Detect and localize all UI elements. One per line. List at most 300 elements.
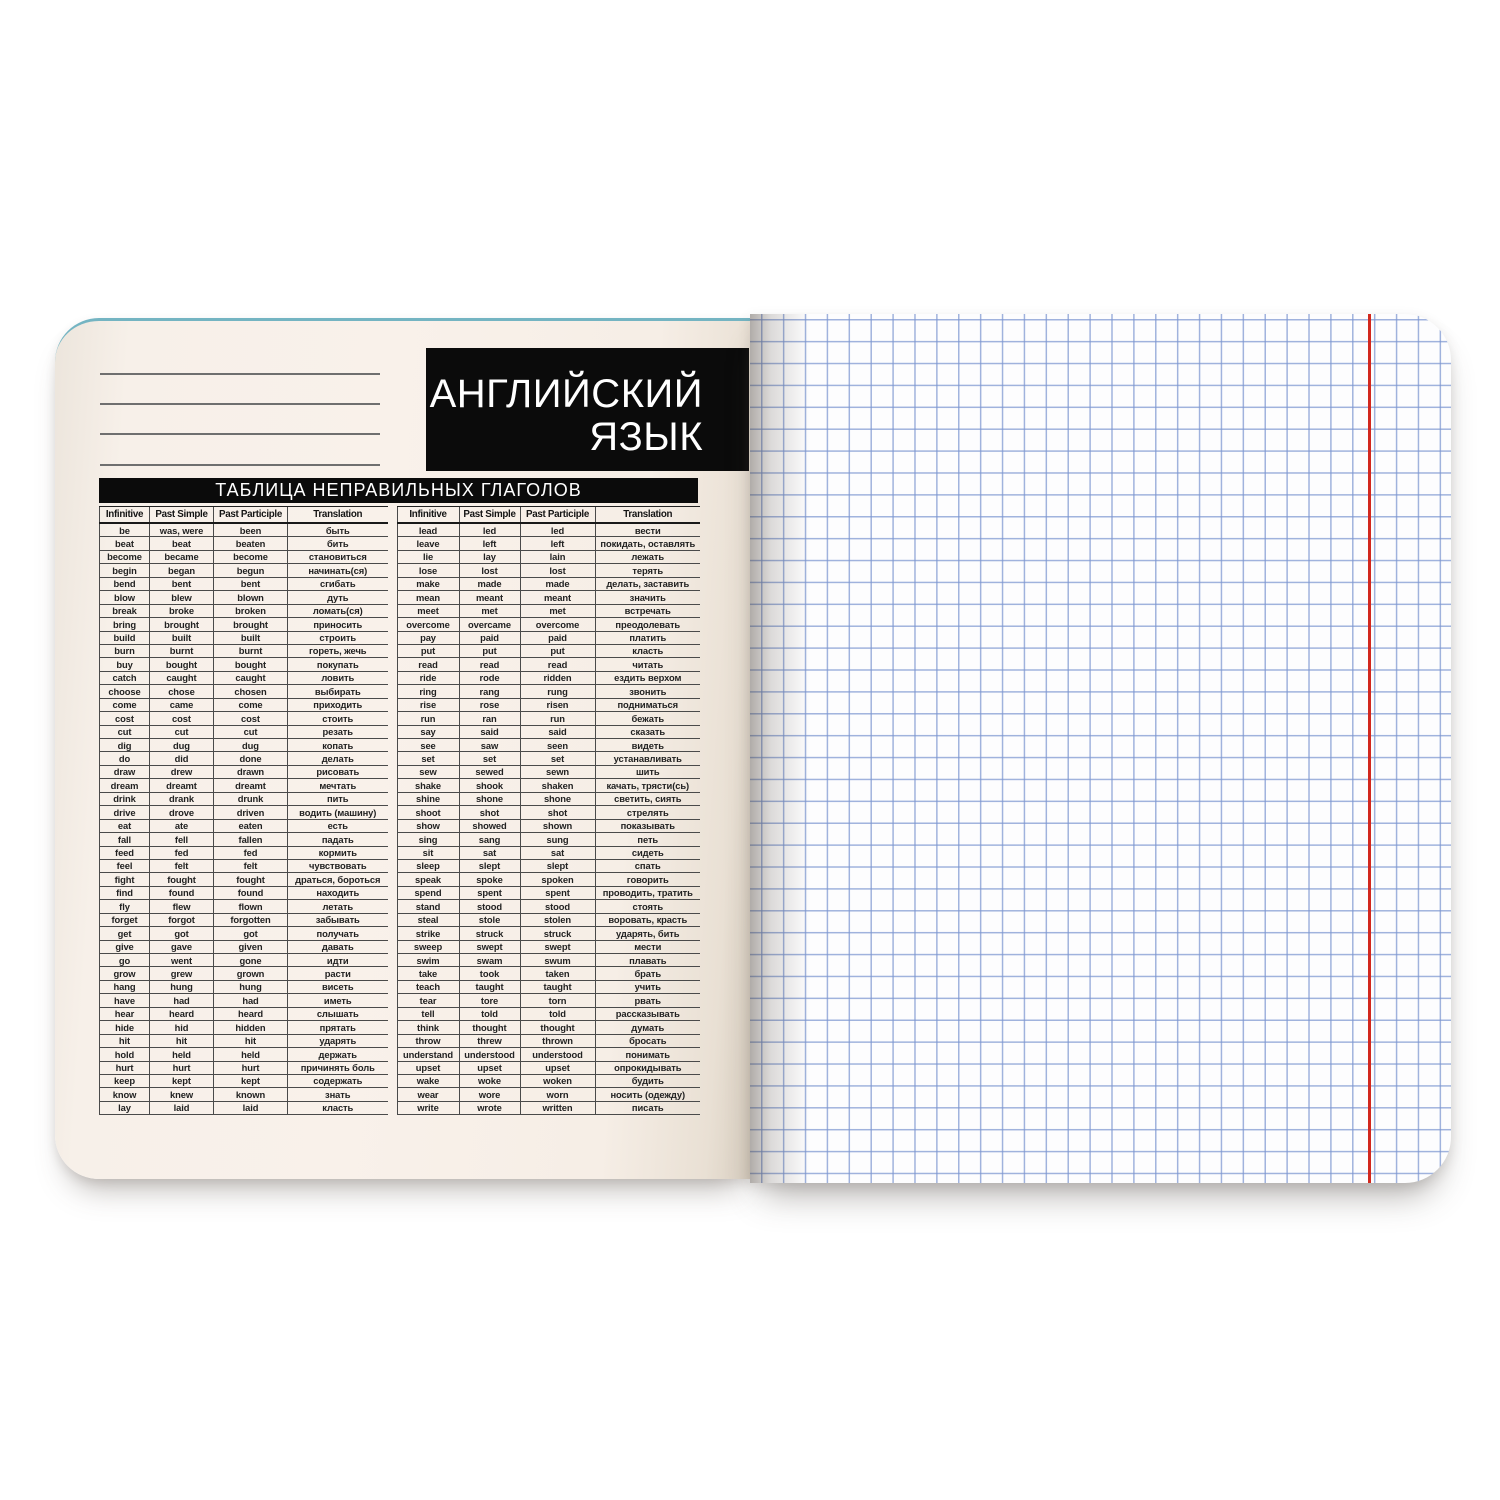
table-cell: wear	[397, 1088, 459, 1101]
table-row	[100, 859, 388, 872]
table-cell: cost	[150, 712, 214, 725]
table-row	[100, 671, 388, 684]
table-row	[100, 967, 388, 980]
table-cell: torn	[520, 994, 595, 1007]
table-cell: шить	[595, 765, 700, 778]
table-row	[100, 873, 388, 886]
table-cell: hurt	[100, 1061, 150, 1074]
table-row	[100, 1061, 388, 1074]
table-cell: became	[150, 550, 214, 563]
table-cell: made	[520, 577, 595, 590]
table-cell: сгибать	[288, 577, 388, 590]
table-cell: bent	[150, 577, 214, 590]
table-cell: spoken	[520, 873, 595, 886]
table-cell: come	[214, 698, 288, 711]
table-cell: sang	[459, 833, 520, 846]
table-cell: get	[100, 927, 150, 940]
table-row	[397, 685, 700, 698]
table-row	[100, 712, 388, 725]
column-header-past-simple: Past Simple	[150, 507, 214, 524]
table-cell: давать	[288, 940, 388, 953]
writing-line	[100, 464, 380, 466]
subject-title-line1: АНГЛИЙСКИЙ	[429, 371, 703, 416]
table-cell: shaken	[520, 779, 595, 792]
table-cell: бросать	[595, 1034, 700, 1047]
table-cell: lie	[397, 550, 459, 563]
table-cell: sewn	[520, 765, 595, 778]
table-cell: водить (машину)	[288, 806, 388, 819]
table-cell: носить (одежду)	[595, 1088, 700, 1101]
table-cell: hear	[100, 1007, 150, 1020]
table-cell: go	[100, 954, 150, 967]
table-cell: lose	[397, 564, 459, 577]
table-cell: begun	[214, 564, 288, 577]
table-cell: брать	[595, 967, 700, 980]
table-cell: teach	[397, 980, 459, 993]
table-row	[100, 631, 388, 644]
table-cell: drew	[150, 765, 214, 778]
table-cell: гореть, жечь	[288, 644, 388, 657]
table-cell: felt	[214, 859, 288, 872]
writing-line	[100, 433, 380, 435]
table-row	[100, 806, 388, 819]
table-cell: wore	[459, 1088, 520, 1101]
table-cell: put	[397, 644, 459, 657]
table-cell: threw	[459, 1034, 520, 1047]
table-cell: caught	[150, 671, 214, 684]
table-cell: fed	[214, 846, 288, 859]
table-cell: been	[214, 523, 288, 537]
table-cell: built	[214, 631, 288, 644]
table-cell: lay	[459, 550, 520, 563]
table-cell: told	[459, 1007, 520, 1020]
table-cell: покупать	[288, 658, 388, 671]
table-cell: светить, сиять	[595, 792, 700, 805]
table-cell: break	[100, 604, 150, 617]
table-cell: класть	[288, 1101, 388, 1114]
writing-line	[100, 403, 380, 405]
table-cell: cut	[214, 725, 288, 738]
table-cell: кормить	[288, 846, 388, 859]
table-cell: throw	[397, 1034, 459, 1047]
table-row	[100, 523, 388, 537]
table-cell: становиться	[288, 550, 388, 563]
table-cell: become	[214, 550, 288, 563]
table-cell: led	[459, 523, 520, 537]
table-row	[397, 739, 700, 752]
table-cell: резать	[288, 725, 388, 738]
table-cell: burnt	[214, 644, 288, 657]
table-cell: делать	[288, 752, 388, 765]
table-cell: bought	[150, 658, 214, 671]
table-cell: sat	[520, 846, 595, 859]
table-banner: ТАБЛИЦА НЕПРАВИЛЬНЫХ ГЛАГОЛОВ	[99, 478, 698, 503]
table-cell: worn	[520, 1088, 595, 1101]
table-cell: сказать	[595, 725, 700, 738]
table-cell: fallen	[214, 833, 288, 846]
table-row	[397, 671, 700, 684]
table-row	[397, 994, 700, 1007]
table-row	[100, 927, 388, 940]
table-cell: drawn	[214, 765, 288, 778]
table-row	[100, 725, 388, 738]
table-cell: hang	[100, 980, 150, 993]
table-row	[397, 792, 700, 805]
subject-title-box	[426, 348, 749, 471]
table-cell: tore	[459, 994, 520, 1007]
table-cell: bought	[214, 658, 288, 671]
table-cell: wake	[397, 1074, 459, 1087]
table-cell: hurt	[150, 1061, 214, 1074]
table-cell: tell	[397, 1007, 459, 1020]
table-cell: shine	[397, 792, 459, 805]
table-cell: shone	[459, 792, 520, 805]
column-header-past-simple: Past Simple	[459, 507, 520, 524]
table-cell: shot	[459, 806, 520, 819]
table-cell: падать	[288, 833, 388, 846]
table-cell: знать	[288, 1088, 388, 1101]
table-cell: hit	[214, 1034, 288, 1047]
table-cell: rang	[459, 685, 520, 698]
spine-shadow	[750, 314, 810, 1183]
table-cell: put	[520, 644, 595, 657]
table-row	[397, 523, 700, 537]
table-cell: run	[397, 712, 459, 725]
table-cell: buy	[100, 658, 150, 671]
table-cell: feed	[100, 846, 150, 859]
table-cell: brought	[150, 618, 214, 631]
table-cell: держать	[288, 1048, 388, 1061]
table-cell: left	[459, 537, 520, 550]
table-cell: risen	[520, 698, 595, 711]
table-row	[397, 927, 700, 940]
table-cell: held	[150, 1048, 214, 1061]
table-cell: chosen	[214, 685, 288, 698]
table-cell: make	[397, 577, 459, 590]
table-row	[100, 550, 388, 563]
table-cell: копать	[288, 739, 388, 752]
table-cell: beat	[100, 537, 150, 550]
table-row	[100, 765, 388, 778]
table-cell: write	[397, 1101, 459, 1114]
table-cell: stood	[459, 900, 520, 913]
table-cell: show	[397, 819, 459, 832]
table-row	[100, 644, 388, 657]
irregular-verbs-tables	[99, 506, 700, 1115]
table-cell: swum	[520, 954, 595, 967]
table-row	[397, 658, 700, 671]
table-cell: shake	[397, 779, 459, 792]
table-cell: eaten	[214, 819, 288, 832]
table-cell: upset	[459, 1061, 520, 1074]
table-cell: chose	[150, 685, 214, 698]
table-cell: know	[100, 1088, 150, 1101]
left-cover-page	[55, 318, 750, 1179]
table-cell: драться, бороться	[288, 873, 388, 886]
table-cell: seen	[520, 739, 595, 752]
table-cell: slept	[459, 859, 520, 872]
table-cell: drink	[100, 792, 150, 805]
column-header-translation: Translation	[595, 507, 700, 524]
table-cell: pay	[397, 631, 459, 644]
table-cell: felt	[150, 859, 214, 872]
table-cell: cost	[100, 712, 150, 725]
table-cell: meant	[520, 591, 595, 604]
table-cell: meant	[459, 591, 520, 604]
table-cell: чувствовать	[288, 859, 388, 872]
table-row	[397, 1074, 700, 1087]
table-cell: dream	[100, 779, 150, 792]
table-cell: thought	[520, 1021, 595, 1034]
table-cell: say	[397, 725, 459, 738]
table-row	[100, 792, 388, 805]
table-cell: speak	[397, 873, 459, 886]
table-cell: забывать	[288, 913, 388, 926]
table-cell: got	[214, 927, 288, 940]
red-margin-line	[1368, 314, 1371, 1183]
table-cell: ate	[150, 819, 214, 832]
table-cell: начинать(ся)	[288, 564, 388, 577]
table-cell: приходить	[288, 698, 388, 711]
table-cell: вести	[595, 523, 700, 537]
table-cell: gave	[150, 940, 214, 953]
table-cell: расти	[288, 967, 388, 980]
table-cell: do	[100, 752, 150, 765]
table-cell: думать	[595, 1021, 700, 1034]
table-cell: содержать	[288, 1074, 388, 1087]
table-cell: sewed	[459, 765, 520, 778]
table-cell: lost	[520, 564, 595, 577]
table-cell: иметь	[288, 994, 388, 1007]
table-row	[397, 1088, 700, 1101]
table-row	[100, 1048, 388, 1061]
table-cell: choose	[100, 685, 150, 698]
table-cell: платить	[595, 631, 700, 644]
table-cell: fell	[150, 833, 214, 846]
table-cell: found	[150, 886, 214, 899]
table-cell: sew	[397, 765, 459, 778]
table-cell: spent	[520, 886, 595, 899]
table-cell: ran	[459, 712, 520, 725]
table-cell: класть	[595, 644, 700, 657]
table-cell: fed	[150, 846, 214, 859]
table-cell: hid	[150, 1021, 214, 1034]
table-cell: писать	[595, 1101, 700, 1114]
table-cell: rise	[397, 698, 459, 711]
table-cell: пить	[288, 792, 388, 805]
table-cell: paid	[520, 631, 595, 644]
table-cell: swept	[520, 940, 595, 953]
table-cell: keep	[100, 1074, 150, 1087]
table-cell: будить	[595, 1074, 700, 1087]
table-cell: качать, трясти(сь)	[595, 779, 700, 792]
table-row	[397, 1021, 700, 1034]
table-cell: прятать	[288, 1021, 388, 1034]
table-cell: hit	[150, 1034, 214, 1047]
table-cell: lost	[459, 564, 520, 577]
table-cell: говорить	[595, 873, 700, 886]
table-cell: blow	[100, 591, 150, 604]
table-cell: swept	[459, 940, 520, 953]
table-cell: cut	[150, 725, 214, 738]
table-cell: rode	[459, 671, 520, 684]
table-row	[100, 833, 388, 846]
table-cell: said	[459, 725, 520, 738]
table-cell: brought	[214, 618, 288, 631]
table-cell: saw	[459, 739, 520, 752]
table-cell: think	[397, 1021, 459, 1034]
table-cell: overcome	[397, 618, 459, 631]
table-cell: come	[100, 698, 150, 711]
table-header-row	[100, 507, 388, 524]
table-row	[397, 833, 700, 846]
table-cell: drunk	[214, 792, 288, 805]
table-cell: hidden	[214, 1021, 288, 1034]
table-cell: dug	[150, 739, 214, 752]
table-cell: burn	[100, 644, 150, 657]
column-header-translation: Translation	[288, 507, 388, 524]
table-cell: видеть	[595, 739, 700, 752]
table-cell: be	[100, 523, 150, 537]
table-row	[397, 631, 700, 644]
table-cell: hung	[150, 980, 214, 993]
table-cell: blown	[214, 591, 288, 604]
table-row	[100, 564, 388, 577]
table-cell: dreamt	[214, 779, 288, 792]
table-cell: быть	[288, 523, 388, 537]
table-cell: taken	[520, 967, 595, 980]
table-cell: fight	[100, 873, 150, 886]
table-cell: летать	[288, 900, 388, 913]
table-cell: had	[150, 994, 214, 1007]
table-row	[397, 644, 700, 657]
table-cell: slept	[520, 859, 595, 872]
table-cell: held	[214, 1048, 288, 1061]
table-cell: kept	[150, 1074, 214, 1087]
table-row	[397, 819, 700, 832]
table-cell: leave	[397, 537, 459, 550]
table-cell: heard	[214, 1007, 288, 1020]
table-row	[397, 967, 700, 980]
table-cell: drove	[150, 806, 214, 819]
table-cell: meet	[397, 604, 459, 617]
table-cell: forgotten	[214, 913, 288, 926]
table-cell: read	[397, 658, 459, 671]
table-cell: строить	[288, 631, 388, 644]
table-cell: spend	[397, 886, 459, 899]
table-row	[100, 591, 388, 604]
table-cell: приносить	[288, 618, 388, 631]
table-cell: fly	[100, 900, 150, 913]
table-cell: подниматься	[595, 698, 700, 711]
table-cell: took	[459, 967, 520, 980]
table-cell: broke	[150, 604, 214, 617]
table-cell: find	[100, 886, 150, 899]
table-cell: strike	[397, 927, 459, 940]
table-cell: сидеть	[595, 846, 700, 859]
column-header-past-participle: Past Participle	[214, 507, 288, 524]
table-cell: bent	[214, 577, 288, 590]
table-cell: лежать	[595, 550, 700, 563]
table-cell: bring	[100, 618, 150, 631]
table-cell: cost	[214, 712, 288, 725]
table-cell: опрокидывать	[595, 1061, 700, 1074]
table-cell: drive	[100, 806, 150, 819]
table-cell: driven	[214, 806, 288, 819]
table-cell: stolen	[520, 913, 595, 926]
table-row	[397, 859, 700, 872]
table-cell: found	[214, 886, 288, 899]
table-cell: struck	[459, 927, 520, 940]
table-cell: grow	[100, 967, 150, 980]
table-cell: бежать	[595, 712, 700, 725]
table-row	[100, 618, 388, 631]
table-cell: thought	[459, 1021, 520, 1034]
table-cell: sit	[397, 846, 459, 859]
table-cell: draw	[100, 765, 150, 778]
table-row	[100, 940, 388, 953]
table-cell: mean	[397, 591, 459, 604]
table-cell: eat	[100, 819, 150, 832]
table-row	[397, 752, 700, 765]
table-cell: gone	[214, 954, 288, 967]
table-row	[397, 886, 700, 899]
table-cell: swam	[459, 954, 520, 967]
table-cell: shook	[459, 779, 520, 792]
table-cell: beaten	[214, 537, 288, 550]
table-row	[397, 1034, 700, 1047]
table-cell: ловить	[288, 671, 388, 684]
table-cell: take	[397, 967, 459, 980]
table-cell: ударять	[288, 1034, 388, 1047]
table-cell: see	[397, 739, 459, 752]
table-cell: told	[520, 1007, 595, 1020]
table-cell: set	[520, 752, 595, 765]
table-cell: dug	[214, 739, 288, 752]
table-row	[100, 900, 388, 913]
table-cell: stole	[459, 913, 520, 926]
table-cell: upset	[520, 1061, 595, 1074]
table-cell: understand	[397, 1048, 459, 1061]
table-row	[397, 1101, 700, 1114]
table-cell: shown	[520, 819, 595, 832]
table-cell: said	[520, 725, 595, 738]
table-row	[100, 886, 388, 899]
table-cell: делать, заставить	[595, 577, 700, 590]
table-cell: читать	[595, 658, 700, 671]
table-cell: knew	[150, 1088, 214, 1101]
table-row	[100, 913, 388, 926]
table-row	[100, 739, 388, 752]
table-cell: was, were	[150, 523, 214, 537]
table-cell: spent	[459, 886, 520, 899]
table-row	[100, 1101, 388, 1114]
table-cell: показывать	[595, 819, 700, 832]
table-cell: set	[397, 752, 459, 765]
table-row	[100, 1007, 388, 1020]
table-cell: left	[520, 537, 595, 550]
table-row	[100, 980, 388, 993]
table-cell: dreamt	[150, 779, 214, 792]
table-cell: overcome	[520, 618, 595, 631]
table-row	[397, 900, 700, 913]
table-row	[397, 712, 700, 725]
table-cell: воровать, красть	[595, 913, 700, 926]
table-row	[397, 940, 700, 953]
table-row	[397, 537, 700, 550]
table-cell: tear	[397, 994, 459, 1007]
table-cell: taught	[459, 980, 520, 993]
